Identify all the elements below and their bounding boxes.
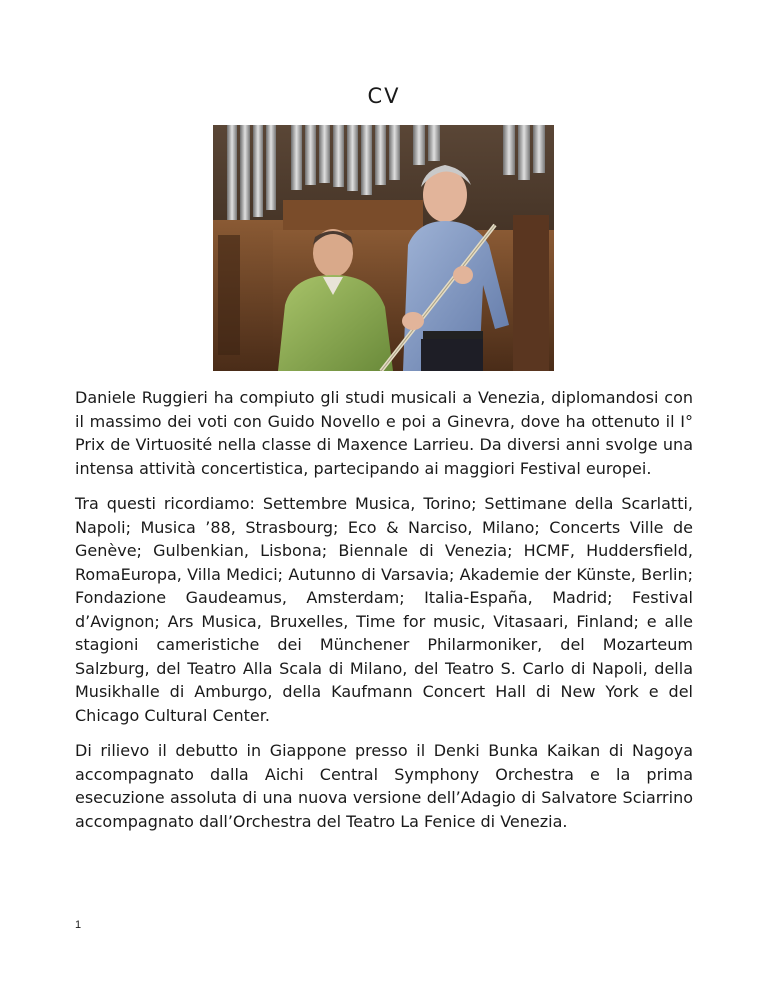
paragraph-highlights: Di rilievo il debutto in Giappone presso il Denki Bunka Kaikan di Nagoya accompagnato dalla Aichi Central Symphony Orchestra e la prima esecuzione assoluta di una nuova versione dell’Adagio di Salvatore Sciarrino accompagnato dall’Orchestra del Teatro La Fenice di Venezia. (75, 741, 693, 831)
paragraph-festivals: Tra questi ricordiamo: Settembre Musica, Torino; Settimane della Scarlatti, Napoli; Musica ’88, Strasbourg; Eco & Narciso, Milano; Concerts Ville de Genève; Gulbenkian, Lisbona; Biennale di Venezia; HCMF, Huddersfield, RomaEuropa, Villa Medici; Autunno di Varsavia; Akademie der Künste, Berlin; Fondazione Gaudeamus, Amsterdam; Italia-España, Madrid; Festival d’Avignon; Ars Musica, Bruxelles, Time for music, Vitasaari, Finland; e alle stagioni cameristiche dei Münchener Philarmoniker, del Mozarteum Salzburg, del Teatro Alla Scala di Milano, del Teatro S. Carlo di Napoli, della Musikhalle di Amburgo, della Kaufmann Concert Hall di New York e del Chicago Cultural Center. (75, 494, 693, 725)
body-text (75, 386, 693, 845)
page-title: CV (367, 84, 401, 108)
page-number: 1 (75, 919, 82, 931)
portrait-photo (213, 125, 554, 371)
paragraph-education: Daniele Ruggieri ha compiuto gli studi musicali a Venezia, diplomandosi con il massimo dei voti con Guido Novello e poi a Ginevra, dove ha ottenuto il I° Prix de Virtuosité nella classe di Maxence Larrieu. Da diversi anni svolge una intensa attività concertistica, partecipando ai maggiori Festival europei. (75, 388, 693, 478)
